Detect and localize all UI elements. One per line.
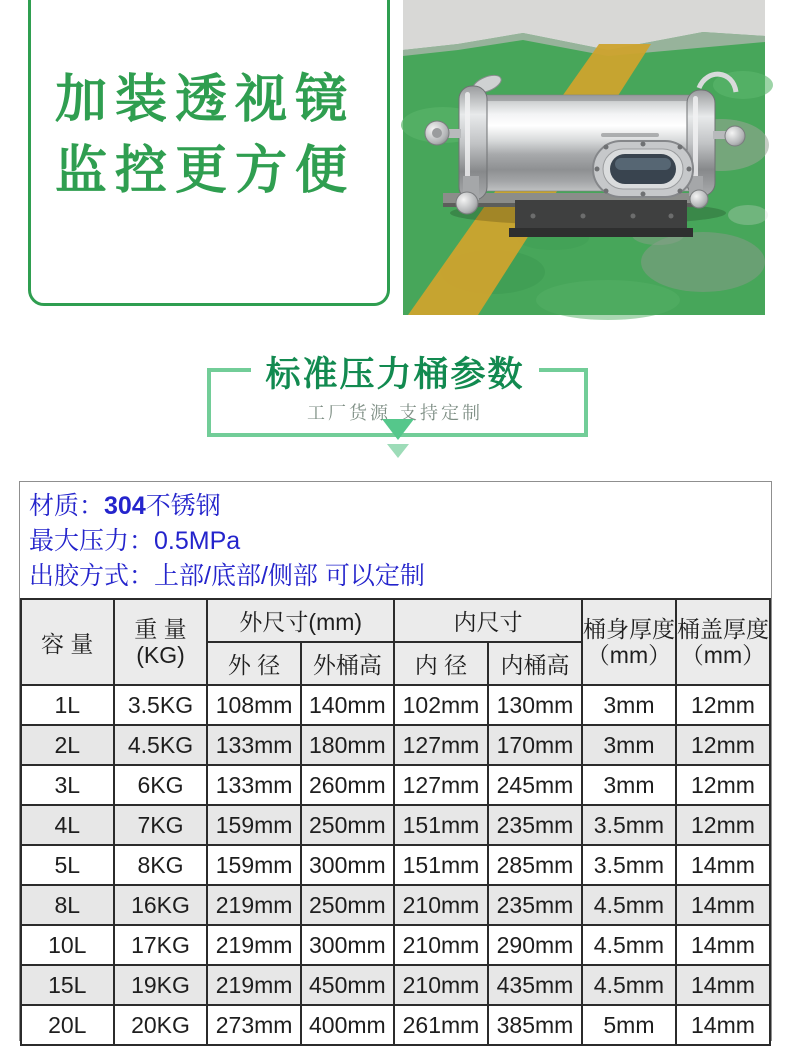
spec-label: 材质：	[29, 492, 105, 520]
params-table	[20, 598, 771, 1046]
table-row	[21, 765, 770, 805]
table-cell: 7KG	[114, 805, 208, 845]
table-cell: 1L	[21, 685, 114, 725]
spec-line-material	[29, 489, 771, 524]
col-header-lid-thickness-line1: 桶盖厚度	[676, 616, 769, 642]
table-cell: 151mm	[394, 845, 488, 885]
col-header-weight-line2: (KG)	[136, 642, 185, 668]
table-row	[21, 885, 770, 925]
col-header-weight-line1: 重 量	[134, 616, 187, 642]
hero-card-text	[55, 65, 387, 207]
spec-label: 出胶方式：	[29, 562, 155, 590]
table-cell: 108mm	[207, 685, 300, 725]
spec-line-outlet	[29, 559, 771, 594]
table-cell: 14mm	[676, 885, 770, 925]
hero-slogan-line2: 监控更方便	[55, 142, 356, 200]
section-title-text: 标准压力桶参数	[251, 347, 538, 397]
table-cell: 235mm	[488, 885, 582, 925]
table-cell: 3mm	[582, 685, 676, 725]
col-header-outer-diameter: 外 径	[207, 642, 300, 685]
table-cell: 133mm	[207, 725, 300, 765]
table-cell: 8KG	[114, 845, 208, 885]
spec-value-bold: 304	[104, 492, 146, 520]
table-cell: 170mm	[488, 725, 582, 765]
spec-value: 不锈钢	[145, 492, 221, 520]
table-cell: 300mm	[301, 845, 394, 885]
params-table-body	[21, 685, 770, 1045]
table-cell: 20KG	[114, 1005, 208, 1045]
col-header-inner-diameter: 内 径	[394, 642, 488, 685]
section-title	[0, 347, 790, 397]
table-row	[21, 1005, 770, 1045]
table-cell: 4L	[21, 805, 114, 845]
table-cell: 3.5KG	[114, 685, 208, 725]
table-cell: 273mm	[207, 1005, 300, 1045]
spec-lines	[20, 482, 771, 594]
table-cell: 245mm	[488, 765, 582, 805]
product-photo	[403, 0, 765, 315]
table-cell: 12mm	[676, 805, 770, 845]
col-header-body-thickness-line1: 桶身厚度	[582, 616, 675, 642]
table-cell: 3.5mm	[582, 805, 676, 845]
table-cell: 140mm	[301, 685, 394, 725]
table-cell: 8L	[21, 885, 114, 925]
table-cell: 3mm	[582, 725, 676, 765]
table-row	[21, 685, 770, 725]
table-cell: 300mm	[301, 925, 394, 965]
table-cell: 6KG	[114, 765, 208, 805]
col-header-weight	[114, 599, 208, 685]
table-cell: 2L	[21, 725, 114, 765]
table-cell: 219mm	[207, 965, 300, 1005]
table-cell: 5mm	[582, 1005, 676, 1045]
table-cell: 14mm	[676, 925, 770, 965]
table-cell: 127mm	[394, 725, 488, 765]
table-cell: 4.5mm	[582, 885, 676, 925]
table-cell: 20L	[21, 1005, 114, 1045]
table-cell: 219mm	[207, 925, 300, 965]
spec-box	[19, 481, 772, 1041]
table-cell: 261mm	[394, 1005, 488, 1045]
table-row	[21, 805, 770, 845]
arrow-down-icon	[382, 419, 414, 440]
table-cell: 385mm	[488, 1005, 582, 1045]
spec-label: 最大压力：	[29, 527, 155, 555]
table-cell: 210mm	[394, 885, 488, 925]
table-cell: 15L	[21, 965, 114, 1005]
table-cell: 5L	[21, 845, 114, 885]
table-cell: 250mm	[301, 805, 394, 845]
table-cell: 159mm	[207, 805, 300, 845]
table-cell: 400mm	[301, 1005, 394, 1045]
table-cell: 250mm	[301, 885, 394, 925]
table-cell: 151mm	[394, 805, 488, 845]
table-cell: 235mm	[488, 805, 582, 845]
table-cell: 219mm	[207, 885, 300, 925]
table-row	[21, 925, 770, 965]
table-cell: 14mm	[676, 845, 770, 885]
table-cell: 435mm	[488, 965, 582, 1005]
table-cell: 4.5mm	[582, 925, 676, 965]
col-header-inner-size: 内尺寸	[394, 599, 582, 642]
col-header-body-thickness	[582, 599, 676, 685]
table-cell: 12mm	[676, 765, 770, 805]
table-cell: 210mm	[394, 965, 488, 1005]
table-cell: 127mm	[394, 765, 488, 805]
table-cell: 102mm	[394, 685, 488, 725]
table-cell: 290mm	[488, 925, 582, 965]
table-row	[21, 965, 770, 1005]
table-row	[21, 725, 770, 765]
table-cell: 14mm	[676, 1005, 770, 1045]
col-header-outer-size: 外尺寸(mm)	[207, 599, 394, 642]
table-cell: 3.5mm	[582, 845, 676, 885]
table-cell: 4.5KG	[114, 725, 208, 765]
section-subtitle: 工厂货源 支持定制	[306, 403, 483, 423]
hero-card	[28, 0, 390, 306]
table-cell: 4.5mm	[582, 965, 676, 1005]
table-cell: 16KG	[114, 885, 208, 925]
col-header-lid-thickness-line2: （mm）	[680, 642, 766, 668]
table-row	[21, 845, 770, 885]
col-header-outer-height: 外桶高	[301, 642, 394, 685]
table-cell: 180mm	[301, 725, 394, 765]
table-cell: 12mm	[676, 725, 770, 765]
table-cell: 10L	[21, 925, 114, 965]
table-cell: 14mm	[676, 965, 770, 1005]
col-header-body-thickness-line2: （mm）	[586, 642, 672, 668]
table-cell: 3mm	[582, 765, 676, 805]
product-photo-illustration	[403, 0, 765, 315]
table-cell: 285mm	[488, 845, 582, 885]
col-header-lid-thickness	[676, 599, 770, 685]
table-cell: 17KG	[114, 925, 208, 965]
col-header-capacity: 容 量	[21, 599, 114, 685]
arrow-down-small-icon	[387, 444, 409, 458]
table-cell: 130mm	[488, 685, 582, 725]
spec-value: 0.5MPa	[154, 527, 241, 555]
hero-slogan-line1: 加装透视镜	[55, 71, 356, 129]
table-cell: 210mm	[394, 925, 488, 965]
spec-value: 上部/底部/侧部 可以定制	[154, 562, 425, 590]
table-cell: 260mm	[301, 765, 394, 805]
table-cell: 450mm	[301, 965, 394, 1005]
col-header-inner-height: 内桶高	[488, 642, 582, 685]
table-cell: 3L	[21, 765, 114, 805]
table-cell: 159mm	[207, 845, 300, 885]
spec-line-pressure	[29, 524, 771, 559]
table-cell: 19KG	[114, 965, 208, 1005]
table-cell: 133mm	[207, 765, 300, 805]
table-cell: 12mm	[676, 685, 770, 725]
